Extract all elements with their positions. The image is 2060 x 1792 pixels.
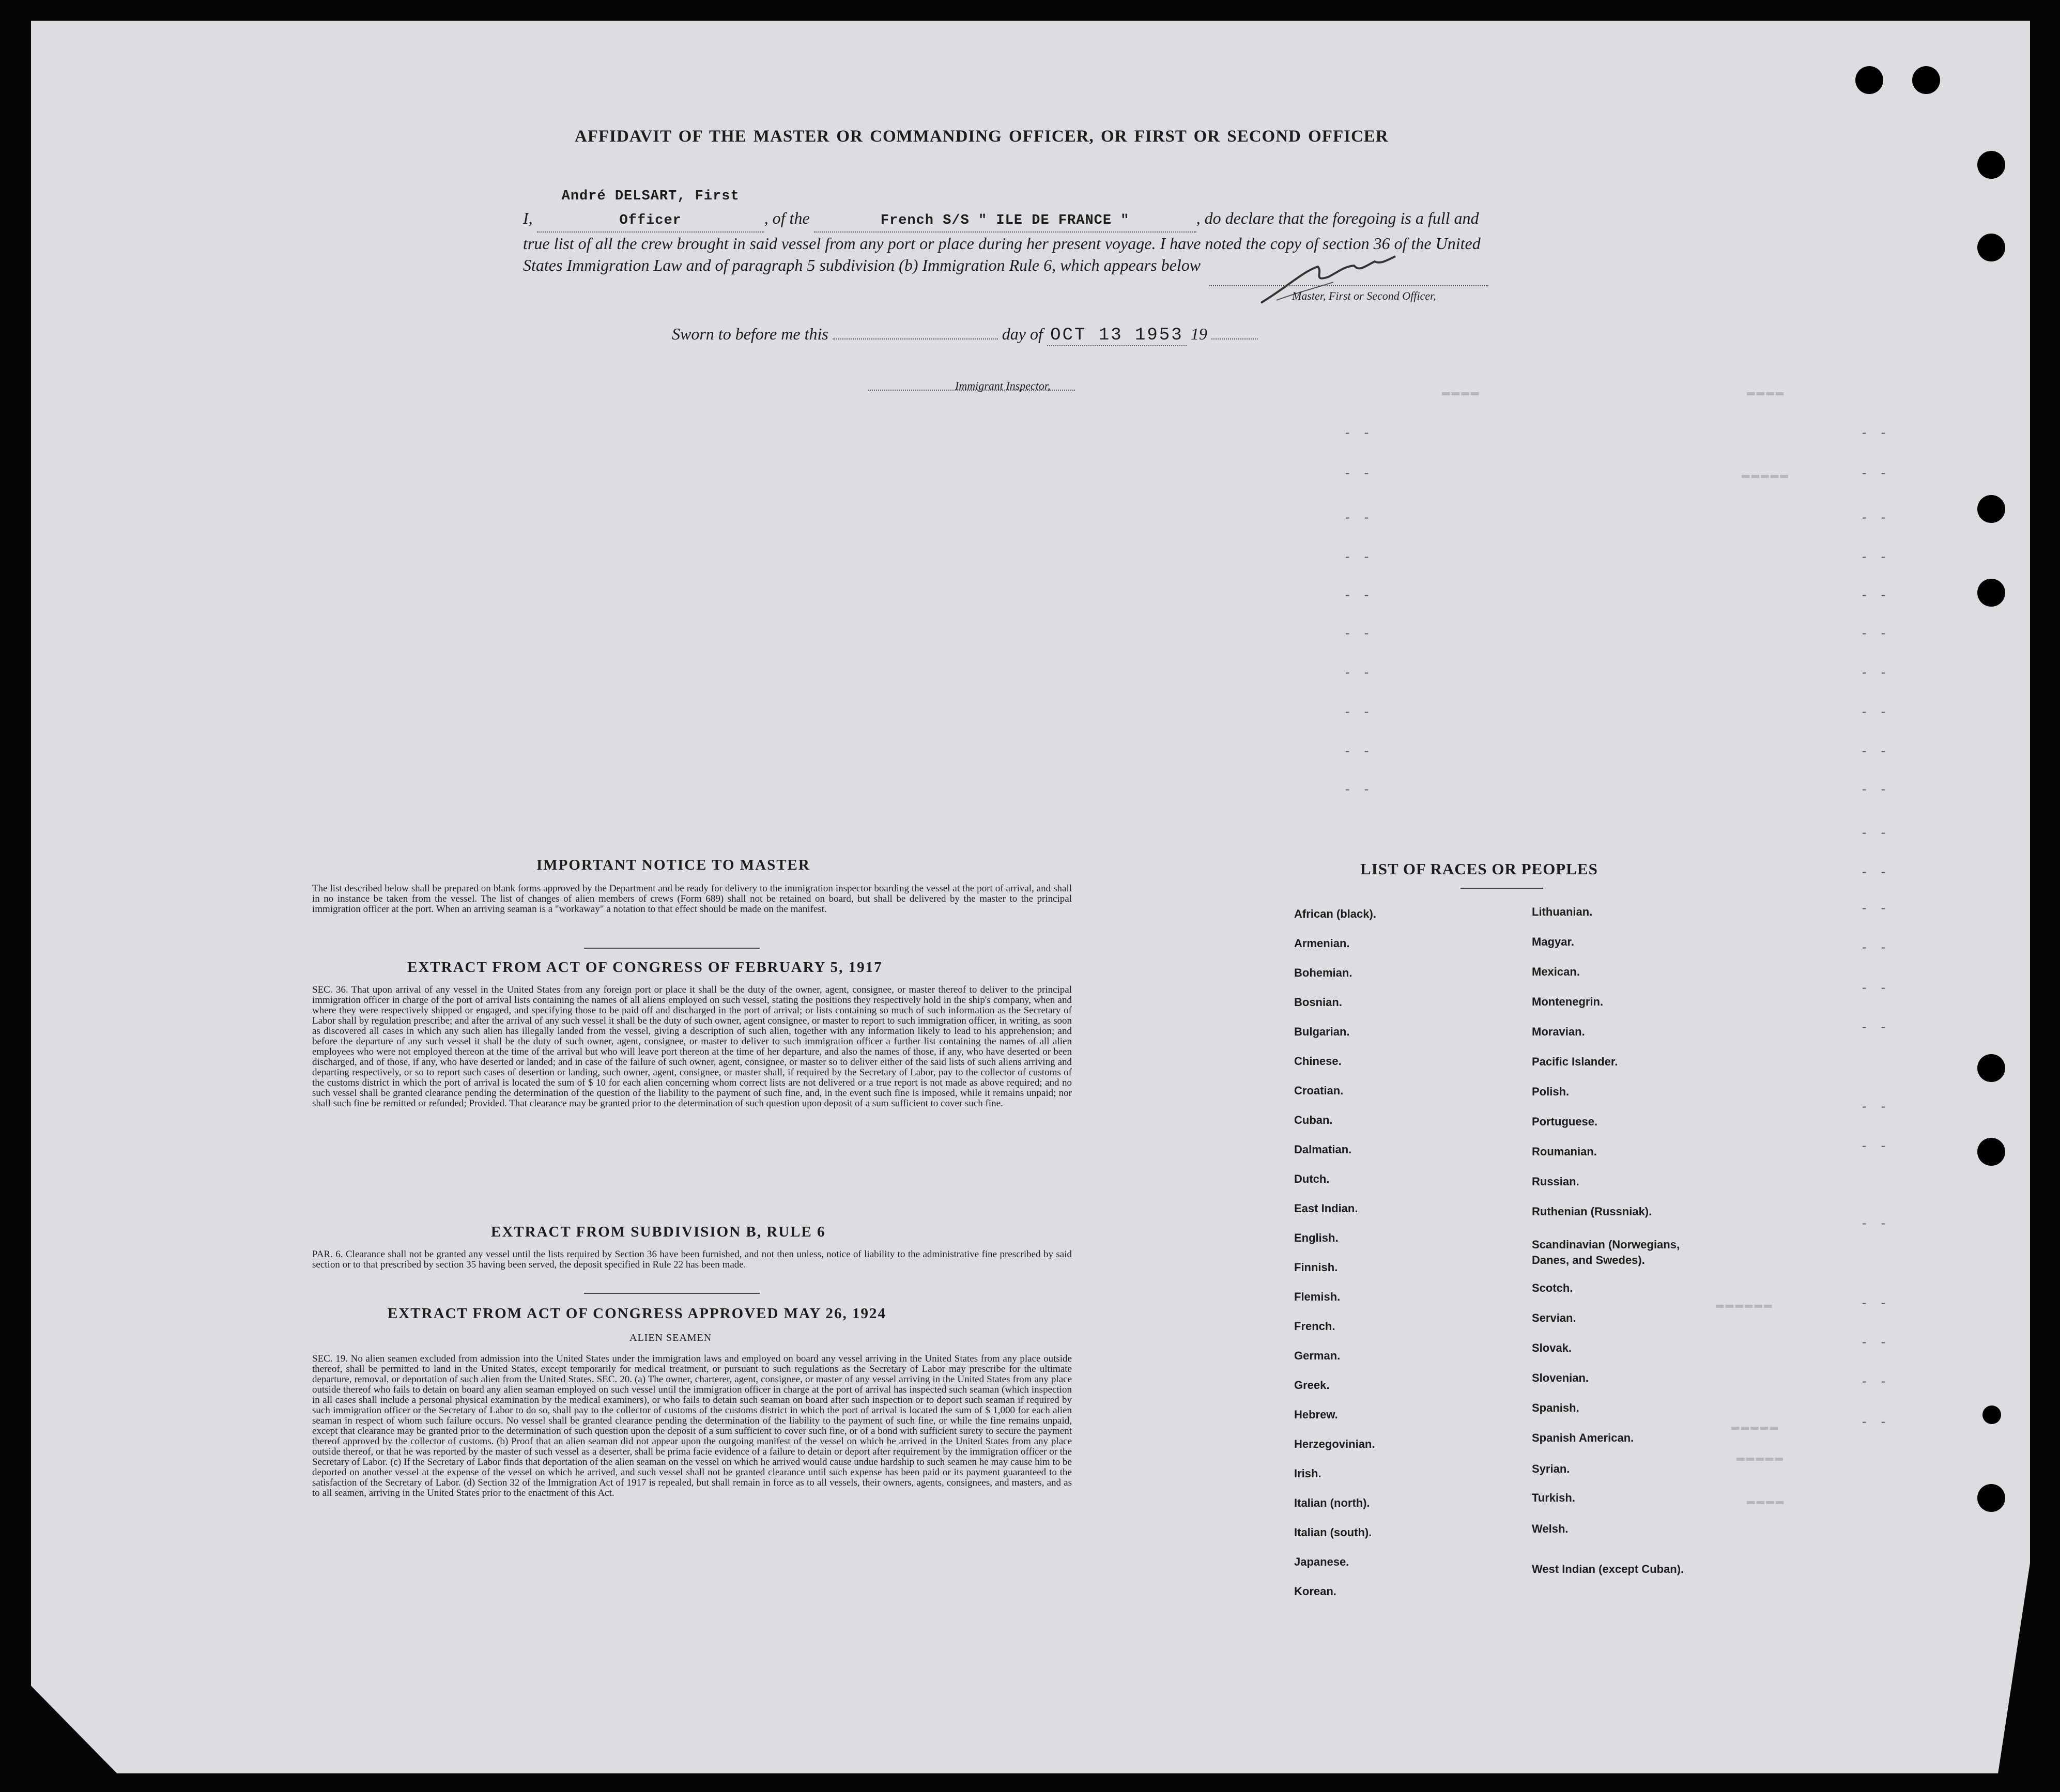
column-dash: - - [1861,866,1889,880]
punch-hole [1977,1138,2005,1166]
bleed-through-mark: ▬▬▬▬ [1747,384,1786,400]
column-dash: - - [1344,745,1373,759]
extract-1917-title: EXTRACT FROM ACT OF CONGRESS OF FEBRUARY 5, 1917 [407,959,883,976]
bleed-through-mark: ▬▬▬▬▬ [1731,1419,1780,1434]
race-item: Croatian. [1294,1084,1344,1097]
affidavit-line1-prefix: I, [523,209,533,227]
column-dash: - - [1861,427,1889,441]
column-dash: - - [1861,1416,1889,1430]
column-dash: - - [1861,1297,1889,1311]
race-item: Servian. [1532,1311,1576,1324]
sworn-day-of: day of [1002,325,1043,343]
sworn-day-blank [833,338,998,339]
race-item: Italian (south). [1294,1526,1372,1539]
sworn-prefix: Sworn to before me this [672,325,828,343]
race-item: Turkish. [1532,1491,1575,1504]
punch-hole [1977,234,2005,261]
race-item: Ruthenian (Russniak). [1532,1205,1652,1218]
punch-hole [1977,1054,2005,1082]
race-item: Magyar. [1532,935,1574,948]
punch-hole [1977,579,2005,607]
race-item: Syrian. [1532,1462,1570,1475]
sworn-date-stamp: OCT 13 1953 [1050,326,1183,345]
race-item: Polish. [1532,1085,1570,1098]
vessel-name: French S/S " ILE DE FRANCE " [880,213,1130,228]
column-dash: - - [1861,827,1889,841]
race-item: Finnish. [1294,1261,1338,1274]
column-dash: - - [1861,706,1889,720]
sworn-date-blank [1047,325,1187,346]
officer-label: Master, First or Second Officer, [1292,289,1436,302]
race-item: Bohemian. [1294,966,1352,979]
race-item: Spanish American. [1532,1431,1634,1444]
column-dash: - - [1861,1217,1889,1231]
column-dash: - - [1861,1376,1889,1389]
officer-name: André DELSART, First Officer [561,189,740,228]
column-dash: - - [1344,589,1373,603]
race-item: Hebrew. [1294,1408,1338,1421]
column-dash: - - [1344,706,1373,720]
race-item: West Indian (except Cuban). [1532,1563,1684,1575]
officer-name-blank [537,183,764,233]
sworn-line [672,325,1258,346]
column-dash: - - [1861,627,1889,641]
race-item: Moravian. [1532,1025,1585,1038]
extract-1924-body: SEC. 19. No alien seamen excluded from admission into the United States under the immigration laws and employed on board any vessel arriving in the United States from any place outside thereof, shall be permitted to land in the United States, except temporarily for medical treatment, or pursuant to such regulations as the Secretary of Labor may prescribe for the ultimate departure, removal, or deportation of such alien from the United States. SEC. 20. (a) The owner, charterer, agent, consignee, or master of any vessel arriving in the United States from any place outside thereof who fails to detain on board any alien seaman employed on such vessel until the immigration officer in charge at the port of arrival has inspected such seaman (which inspection in all cases shall include a personal physical examination by the medical examiners), or who fails to detain such seaman on board after such inspection or to deport such seaman if required by such immigration officer or the Secretary of Labor to do so, shall pay to the collector of customs of the customs district in which the port of arrival is located the sum of $ 1,000 for each alien seaman in respect of whom such failure occurs. No vessel shall be granted clearance pending the determination of the liability to the payment of such fine, or while the fine remains unpaid, except that clearance may be granted prior to the determination of such question upon the deposit of a sum sufficient to cover such fine, or of a bond with sufficient surety to secure the payment thereof approved by the collector of customs. (b) Proof that an alien seaman did not appear upon the outgoing manifest of the vessel on which he arrived in the United States from any place outside thereof, or that he was reported by the master of such vessel as a deserter, shall be prima facie evidence of a failure to detain or deport after requirement by the immigration officer or the Secretary of Labor. (c) If the Secretary of Labor finds that deportation of the alien seaman on the vessel on which he arrived would cause undue hardship to such seamen he may cause him to be deported on another vessel at the expense of the vessel on which he arrived, and such vessel shall not be granted clearance until such expense has been paid or its payment guaranteed to the satisfaction of the Secretary of Labor. (d) Section 32 of the Immigration Act of 1917 is repealed, but shall remain in force as to all vessels, their owners, agents, consignees, and masters, and as to all seamen, arriving in the United States prior to the enactment of this Act. [312,1353,1072,1499]
column-dash: - - [1344,627,1373,641]
race-item: Bulgarian. [1294,1025,1350,1038]
race-item: Slovak. [1532,1341,1572,1354]
race-item: Bosnian. [1294,996,1342,1009]
vessel-blank [814,207,1196,233]
column-dash: - - [1861,941,1889,955]
extract-rule6-title: EXTRACT FROM SUBDIVISION B, RULE 6 [491,1224,826,1240]
race-item: Korean. [1294,1585,1336,1598]
punch-hole [1977,151,2005,179]
punch-hole [1977,495,2005,523]
race-item: Scandinavian (Norwegians, Danes, and Swedes). [1532,1238,1680,1266]
sworn-year: 19 [1190,325,1207,343]
divider [584,948,760,949]
column-dash: - - [1861,1140,1889,1154]
column-dash: - - [1861,551,1889,565]
race-item: Pacific Islander. [1532,1055,1618,1068]
column-dash: - - [1344,467,1373,481]
race-item: Spanish. [1532,1401,1579,1414]
affidavit-line1-mid: , of the [764,209,810,227]
race-item: Dutch. [1294,1172,1330,1185]
column-dash: - - [1861,745,1889,759]
affidavit-title: AFFIDAVIT OF THE MASTER OR COMMANDING OFFICER, OR FIRST OR SECOND OFFICER [575,127,1389,146]
column-dash: - - [1861,783,1889,797]
race-item: East Indian. [1294,1202,1358,1215]
affidavit-line1-suffix: , do declare [1196,209,1274,227]
notice-title: IMPORTANT NOTICE TO MASTER [536,857,810,873]
sworn-year-blank [1211,338,1258,339]
race-item: Greek. [1294,1379,1330,1392]
race-item: Welsh. [1532,1522,1569,1535]
race-item: Irish. [1294,1467,1321,1480]
extract-rule6-body: PAR. 6. Clearance shall not be granted any vessel until the lists required by Section 36 have been furnished, and not then unless, notice of liability to the administrative fine prescribed by said section or to that prescribed by section 35 having been served, the deposit specified in Rule 22 has been made. [312,1249,1072,1270]
bleed-through-mark: ▬▬▬▬ [1747,1493,1786,1509]
race-item: Russian. [1532,1175,1579,1188]
race-item: Dalmatian. [1294,1143,1352,1156]
races-title: LIST OF RACES OR PEOPLES [1360,860,1598,878]
race-item: German. [1294,1349,1341,1362]
race-item: Montenegrin. [1532,995,1604,1008]
race-item: Portuguese. [1532,1115,1598,1128]
punch-hole [1977,1484,2005,1512]
column-dash: - - [1861,512,1889,526]
race-item: Roumanian. [1532,1145,1597,1158]
column-dash: - - [1861,982,1889,996]
officer-signature-line [1209,285,1488,286]
column-dash: - - [1344,551,1373,565]
extract-1917-body: SEC. 36. That upon arrival of any vessel in the United States from any foreign port or place it shall be the duty of the owner, agent, consignee, or master thereof to deliver to the principal immigration officer in charge of the port of arrival lists containing the names of all aliens employed on such vessel, stating the positions they respectively hold in the ship's company, when and where they were respectively shipped or engaged, and specifying those to be paid off and discharged in the port of arrival; or lists containing so much of such information as the Secretary of Labor shall by regulation prescribe; and after the arrival of any such vessel it shall be the duty of such owner, agent consignee, or master to report to such immigration officer, in writing, as soon as discovered all cases in which any such alien has illegally landed from the vessel, giving a description of such alien, together with any information likely to lead to his apprehension; and before the departure of any such vessel it shall be the duty of such owner, agent, consignee, or master to deliver to such immigration officer a further list containing the names of all alien employees who were not employed thereon at the time of the arrival but who will leave port thereon at the time of her departure, and also the names of those, if any, who have deserted or been discharged, and of those, if any, who have deserted or landed; and in case of the failure of such owner, agent, consignee, or master so to deliver either of the said lists of such aliens arriving and departing respectively, or so to report such cases of desertion or landing, such owner, agent, consignee, or master shall, if required by the Secretary of Labor, pay to the collector of customs of the customs district in which the port of arrival is located the sum of $ 10 for each alien concerning whom correct lists are not delivered or a true report is not made as above required; and no such vessel shall be granted clearance pending the determination of the question of the liability to the payment of such fine, and, in the event such fine is imposed, while it remains unpaid; nor shall such fine be remitted or refunded; Provided. That clearance may be granted prior to the determination of such question upon deposit of a sum sufficient to cover such fine. [312,984,1072,1109]
column-dash: - - [1861,902,1889,916]
race-item: African (black). [1294,907,1376,920]
extract-1924-subtitle: ALIEN SEAMEN [629,1332,712,1343]
race-item: Lithuanian. [1532,905,1593,918]
column-dash: - - [1344,667,1373,681]
race-item: Japanese. [1294,1555,1349,1568]
race-item: Mexican. [1532,965,1580,978]
punch-hole [1855,66,1883,94]
column-dash: - - [1861,467,1889,481]
column-dash: - - [1861,1336,1889,1350]
column-dash: - - [1861,667,1889,681]
race-item: Italian (north). [1294,1496,1370,1509]
column-dash: - - [1344,512,1373,526]
race-item: Armenian. [1294,937,1350,950]
race-item: Slovenian. [1532,1371,1589,1384]
race-item: Flemish. [1294,1290,1341,1303]
divider [1461,888,1543,889]
bleed-through-mark: ▬▬▬▬▬▬ [1716,1297,1774,1312]
bleed-through-mark: ▬▬▬▬▬ [1742,467,1790,483]
bleed-through-mark: ▬▬▬▬▬ [1736,1450,1785,1465]
extract-1924-title: EXTRACT FROM ACT OF CONGRESS APPROVED MAY 26, 1924 [388,1305,886,1322]
race-item: Scotch. [1532,1281,1573,1294]
column-dash: - - [1861,589,1889,603]
inspector-label: Immigrant Inspector, [955,379,1051,392]
notice-body: The list described below shall be prepared on blank forms approved by the Department and be ready for delivery to the immigration inspector boarding the vessel at the port of arrival, and shall in no instance be taken from the vessel. The list of changes of alien members of crews (Form 689) shall not be retained on board, but shall be delivered by the master to the principal immigration officer at the port. When an arriving seaman is a "workaway" a notation to that effect should be made on the manifest. [312,883,1072,915]
column-dash: - - [1861,1021,1889,1035]
punch-hole [1982,1405,2001,1424]
race-item: Cuban. [1294,1114,1333,1126]
race-item: Chinese. [1294,1055,1342,1068]
race-item: English. [1294,1231,1339,1244]
race-item: French. [1294,1320,1335,1333]
punch-hole [1912,66,1940,94]
race-item: Herzegovinian. [1294,1438,1375,1450]
column-dash: - - [1344,427,1373,441]
column-dash: - - [1861,1101,1889,1115]
bleed-through-mark: ▬▬▬▬ [1442,384,1481,400]
divider [584,1293,760,1294]
column-dash: - - [1344,783,1373,797]
affidavit-declaration: that the foregoing is a full and true list of all the crew brought in said vessel from any port or place during her present voyage. I have noted the copy of section 36 of the United States Immigration Law and of paragraph 5 subdivision (b) Immigration Rule 6, which appears below [523,209,1481,274]
